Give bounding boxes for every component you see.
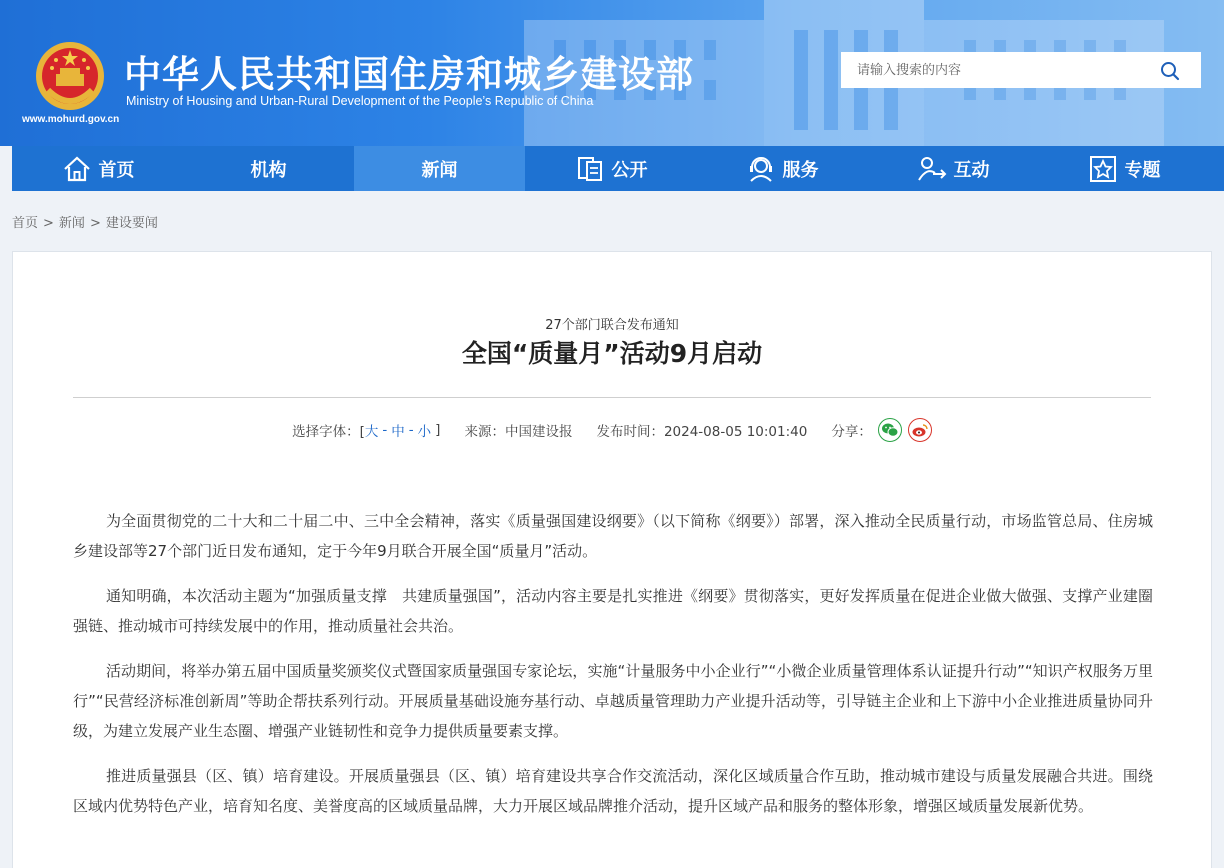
breadcrumb-current[interactable]: 建设要闻 bbox=[105, 216, 158, 231]
nav-item-news[interactable] bbox=[354, 146, 525, 191]
article-body bbox=[73, 506, 1153, 836]
publish-date: 发布时间：2024-08-05 10:01:40 bbox=[596, 424, 808, 440]
article-meta bbox=[13, 418, 1211, 442]
breadcrumb-home[interactable]: 首页 bbox=[12, 216, 39, 231]
site-title: 中华人民共和国住房和城乡建设部 bbox=[124, 53, 694, 96]
font-size-medium[interactable]: 中 bbox=[391, 424, 405, 440]
search-input[interactable] bbox=[841, 52, 1141, 88]
nav-label: 服务 bbox=[782, 159, 819, 181]
article-container bbox=[12, 251, 1212, 868]
nav-label: 首页 bbox=[98, 159, 135, 181]
nav-label: 新闻 bbox=[421, 159, 458, 181]
site-url: www.mohurd.gov.cn bbox=[22, 114, 120, 125]
share-group bbox=[831, 418, 932, 442]
font-size-selector bbox=[292, 420, 440, 440]
search-icon[interactable] bbox=[1159, 60, 1181, 82]
title-divider bbox=[73, 397, 1151, 398]
article-paragraph: 为全面贯彻党的二十大和二十届二中、三中全会精神，落实《质量强国建设纲要》（以下简称《纲要》）部署，深入推动全民质量行动，市场监管总局、住房城乡建设部等27个部门近日发布通知，定于今年9月联合开展全国“质量月”活动。 bbox=[73, 512, 1153, 560]
article-title: 全国“质量月”活动9月启动 bbox=[461, 339, 763, 368]
article-paragraph: 通知明确，本次活动主题为“加强质量支撑 共建质量强国”，活动内容主要是扎实推进《纲要》贯彻落实，更好发挥质量在促进企业做大做强、支撑产业建圈强链、推动城市可持续发展中的作用，推动质量社会共治。 bbox=[73, 587, 1153, 635]
search-box bbox=[841, 52, 1201, 88]
font-size-separator: - bbox=[408, 422, 414, 438]
font-size-large[interactable]: 大 bbox=[364, 424, 379, 440]
main-nav bbox=[12, 146, 1224, 191]
nav-label: 互动 bbox=[953, 159, 990, 181]
interact-icon bbox=[916, 153, 948, 185]
document-icon bbox=[574, 153, 606, 185]
breadcrumb-news[interactable]: 新闻 bbox=[58, 216, 85, 231]
font-size-separator: - bbox=[382, 422, 388, 438]
font-size-bracket-end: ] bbox=[435, 422, 441, 438]
article-paragraph: 活动期间，将举办第五届中国质量奖颁奖仪式暨国家质量强国专家论坛，实施“计量服务中小企业行”“小微企业质量管理体系认证提升行动”“知识产权服务万里行”“民营经济标准创新周”等助企帮扶系列行动。开展质量基础设施夯基行动、卓越质量管理助力产业提升活动等，引导链主企业和上下游中小企业推进质量协同升级，为建立发展产业生态圈、增强产业链韧性和竞争力提供质量要素支撑。 bbox=[73, 662, 1153, 740]
breadcrumb-separator: > bbox=[43, 216, 54, 231]
national-emblem-icon bbox=[34, 40, 106, 112]
nav-label: 专题 bbox=[1124, 159, 1161, 181]
article-paragraph: 推进质量强县（区、镇）培育建设。开展质量强县（区、镇）培育建设共享合作交流活动，深化区域质量合作互助，推动城市建设与质量发展融合共进。围绕区域内优势特色产业，培育知名度、美誉度高的区域质量品牌，大力开展区域品牌推介活动，提升区域产品和服务的整体形象，增强区域质量发展新优势。 bbox=[73, 767, 1153, 815]
nav-label: 公开 bbox=[611, 159, 648, 181]
nav-item-organization[interactable] bbox=[183, 146, 354, 191]
breadcrumb bbox=[12, 212, 158, 231]
font-size-label: 选择字体：[ bbox=[292, 424, 365, 440]
service-icon bbox=[745, 153, 777, 185]
nav-item-public[interactable] bbox=[525, 146, 696, 191]
star-icon bbox=[1087, 153, 1119, 185]
home-icon bbox=[61, 153, 93, 185]
nav-item-home[interactable] bbox=[12, 146, 183, 191]
article-subtitle: 27个部门联合发布通知 bbox=[545, 318, 679, 333]
share-label: 分享： bbox=[831, 424, 872, 440]
weibo-share-icon[interactable] bbox=[908, 418, 932, 442]
article-source: 来源：中国建设报 bbox=[464, 424, 573, 440]
nav-label: 机构 bbox=[250, 159, 287, 181]
wechat-share-icon[interactable] bbox=[878, 418, 902, 442]
site-title-english: Ministry of Housing and Urban-Rural Development of the People’s Republic of China bbox=[126, 94, 594, 108]
site-header bbox=[0, 0, 1224, 146]
nav-item-service[interactable] bbox=[696, 146, 867, 191]
font-size-small[interactable]: 小 bbox=[417, 424, 432, 440]
breadcrumb-separator: > bbox=[89, 216, 101, 231]
nav-item-special[interactable] bbox=[1038, 146, 1209, 191]
nav-item-interact[interactable] bbox=[867, 146, 1038, 191]
